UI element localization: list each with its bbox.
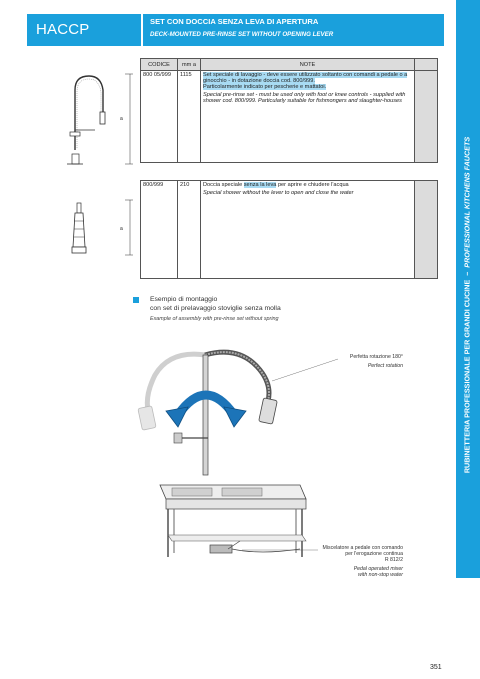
- pre-rinse-set-drawing: [55, 70, 135, 170]
- col-header-note: NOTE: [201, 59, 415, 71]
- section-label: HACCP: [36, 21, 90, 38]
- title-box: [143, 14, 444, 46]
- side-text-it: RUBINETTERIA PROFESSIONALE PER GRANDI CUCINE: [462, 279, 472, 474]
- note-it: Set speciale di lavaggio - deve essere utilizzato soltanto con comandi a pedale o a ginocchio - in dotazione doccia cod. 800/999.: [203, 72, 408, 84]
- note-en: Special pre-rinse set - must be used only with foot or knee controls - supplied with shower cod. 800/999. Particularly suitable for fishmongers and slaughter-houses: [203, 92, 406, 104]
- dimension-label-2: a: [120, 226, 123, 232]
- page-subtitle: DECK-MOUNTED PRE-RINSE SET WITHOUT OPENING LEVER: [150, 31, 334, 38]
- side-band-text: [463, 137, 472, 473]
- product-code: 800/999: [141, 181, 178, 279]
- note-highlight: senza la leva: [243, 182, 277, 188]
- page-title: SET CON DOCCIA SENZA LEVA DI APERTURA: [150, 17, 319, 26]
- product-table-1: [140, 58, 438, 163]
- rotation-text-it: Perfetta rotazione 180°: [349, 354, 403, 360]
- col-header-mm: mm a: [178, 59, 201, 71]
- pedal-leader-line: [240, 548, 320, 556]
- caption-line-1: Esempio di montaggio: [150, 296, 218, 303]
- column: [203, 355, 208, 475]
- product-mm: 1115: [178, 71, 201, 163]
- caption-en: Example of assembly with pre-rinse set without spring: [150, 316, 279, 322]
- product-note: Doccia speciale senza la leva per aprire e chiudere l'acqua Special shower without the lever to open and close the water: [201, 181, 415, 279]
- rotation-leader-line: [270, 357, 340, 387]
- spring-column: [75, 76, 103, 150]
- pedal-code: R 812/2: [384, 557, 403, 563]
- rotation-text-en: Perfect rotation: [367, 363, 403, 369]
- note-en: Special shower without the lever to open and close the water: [203, 190, 354, 196]
- product-mm: 210: [178, 181, 201, 279]
- page-number: 351: [430, 664, 442, 671]
- pedal-text-it-1: Miscelatore a pedale con comando: [322, 545, 403, 551]
- side-text-sep: –: [462, 271, 472, 276]
- pedal-text-en-2: with non-stop water: [358, 572, 403, 578]
- section-label-box: [27, 14, 141, 46]
- caption-line-2: con set di prelavaggio stoviglie senza molla: [150, 305, 281, 312]
- foot-pedal: [210, 545, 232, 553]
- product-note: [201, 71, 415, 163]
- shower-head: [100, 112, 105, 124]
- product-code: 800 05/999: [141, 71, 178, 163]
- sink-shelf: [168, 535, 306, 541]
- side-text-en: PROFESSIONAL KITCHENS FAUCETS: [462, 136, 472, 268]
- caption-bullet: [133, 297, 139, 303]
- pedal-text-it-2: per l'erogazione continua: [345, 551, 403, 557]
- col-header-blank: [415, 59, 438, 71]
- shower-body: [73, 213, 85, 247]
- dimension-label: a: [120, 116, 123, 122]
- note-it-2: Particolarmente indicato per pescherie e mattatoi.: [203, 84, 327, 90]
- product-table-2: [140, 180, 438, 279]
- shower-head-drawing: [55, 195, 135, 265]
- pedal-text-en-1: Pedal operated mixer: [353, 566, 403, 572]
- shower-head: [259, 398, 278, 424]
- col-header-code: CODICE: [141, 59, 178, 71]
